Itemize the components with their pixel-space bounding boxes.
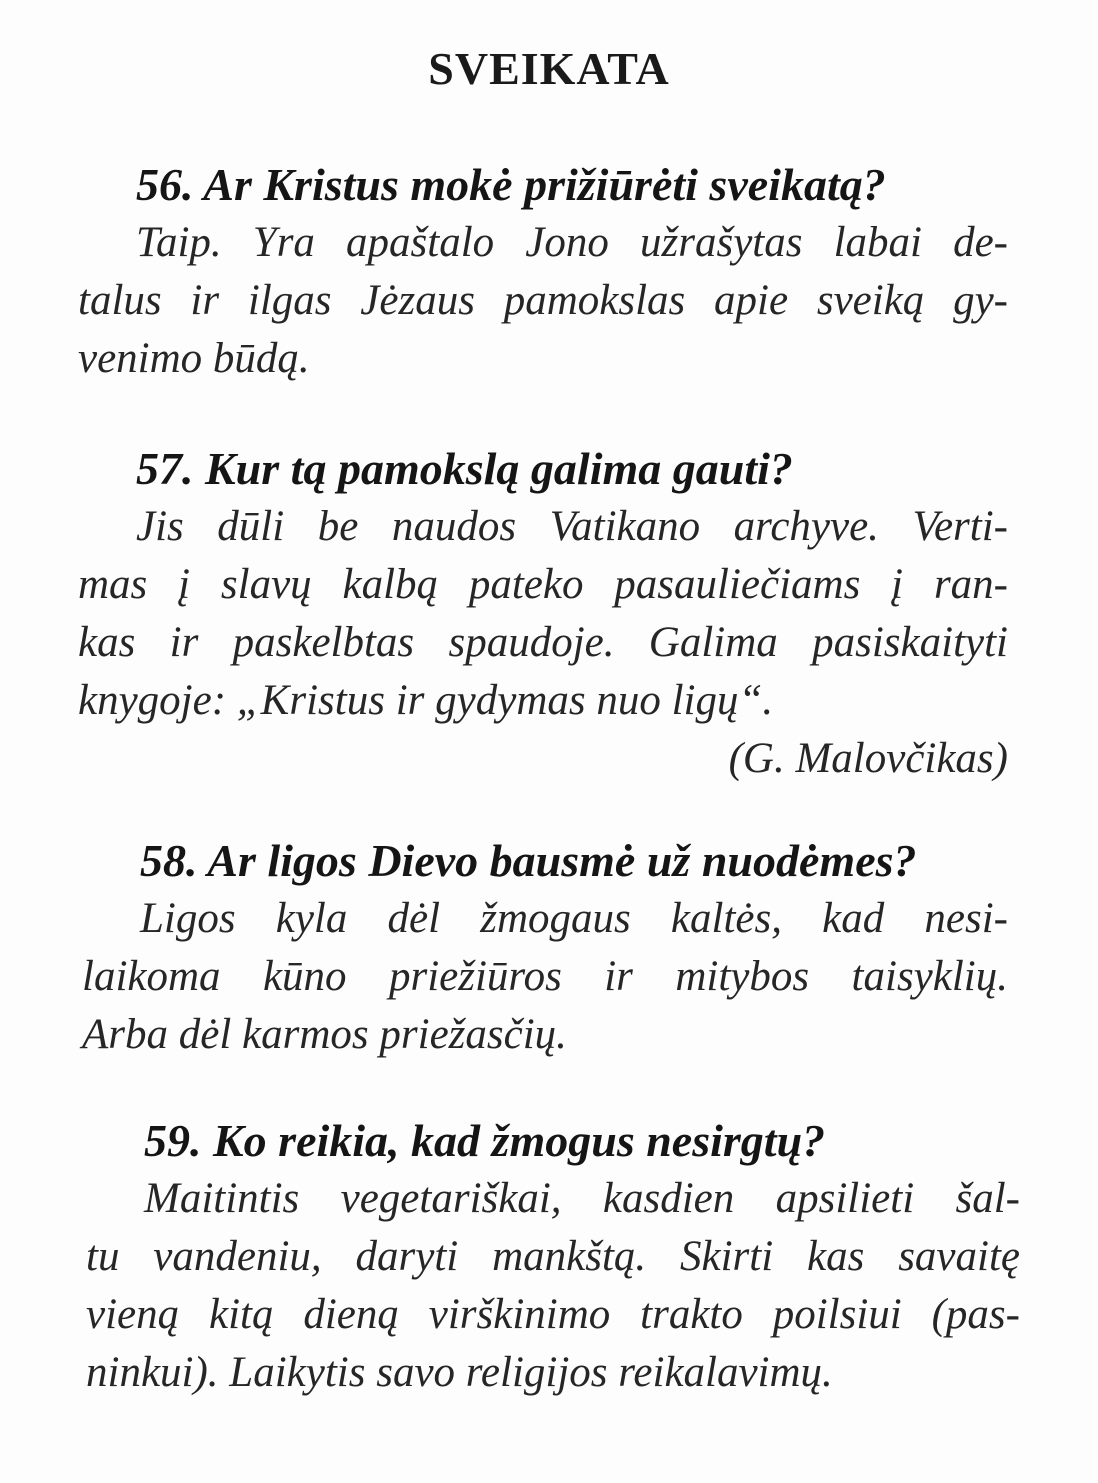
answer-line: Taip. Yra apaštalo Jono užrašytas labai de- (136, 219, 1008, 266)
qa-section-56 (78, 156, 1008, 388)
answer-line: venimo būdą. (78, 335, 310, 382)
answer-59 (86, 1170, 1020, 1402)
answer-line: laikoma kūno priežiūros ir mitybos taisyklių. (82, 953, 1008, 1000)
answer-56 (78, 214, 1008, 388)
answer-line: Maitintis vegetariškai, kasdien apsilieti šal- (144, 1175, 1020, 1222)
page-title: SVEIKATA (428, 43, 670, 94)
answer-line: talus ir ilgas Jėzaus pamokslas apie sveiką gy- (78, 277, 1008, 324)
answer-line: knygoje: „Kristus ir gydymas nuo ligų“. (78, 677, 774, 724)
answer-line: vieną kitą dieną virškinimo trakto poilsiui (pas- (86, 1291, 1020, 1338)
answer-58 (82, 890, 1008, 1064)
answer-57 (78, 498, 1008, 730)
qa-section-59 (86, 1112, 1020, 1402)
answer-line: Arba dėl karmos priežasčių. (82, 1011, 567, 1058)
answer-line: tu vandeniu, daryti mankštą. Skirti kas savaitę (86, 1233, 1020, 1280)
answer-line: Ligos kyla dėl žmogaus kaltės, kad nesi- (140, 895, 1008, 942)
answer-line: ninkui). Laikytis savo religijos reikalavimų. (86, 1349, 833, 1396)
question-59: 59. Ko reikia, kad žmogus nesirgtų? (144, 1115, 826, 1166)
question-56: 56. Ar Kristus mokė prižiūrėti sveikatą? (136, 159, 886, 210)
answer-line: Jis dūli be naudos Vatikano archyve. Verti- (136, 503, 1008, 550)
attribution: (G. Malovčikas) (728, 735, 1008, 782)
question-58: 58. Ar ligos Dievo bausmė už nuodėmes? (140, 835, 917, 886)
question-57: 57. Kur tą pamokslą galima gauti? (136, 443, 793, 494)
answer-line: mas į slavų kalbą pateko pasauliečiams į ran- (78, 561, 1008, 608)
answer-line: kas ir paskelbtas spaudoje. Galima pasiskaityti (78, 619, 1008, 666)
qa-section-58 (82, 832, 1008, 1064)
qa-section-57 (78, 440, 1008, 788)
